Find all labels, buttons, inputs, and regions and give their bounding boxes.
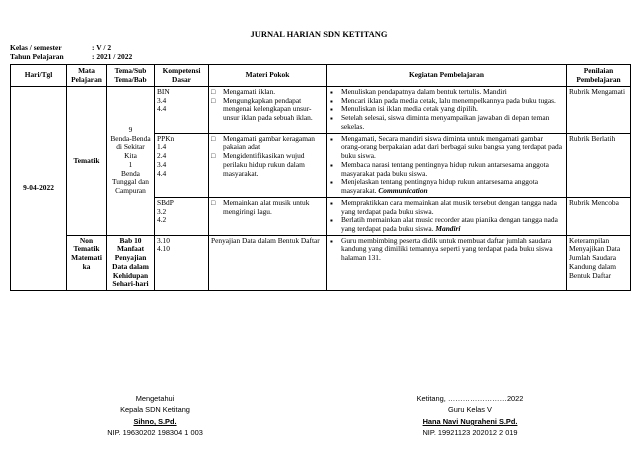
kegiatan-cell — [327, 133, 567, 197]
kegiatan-item: ▪ Menuliskan pendapatnya dalam bentuk tertulis. Mandiri — [329, 88, 564, 97]
sig-right-line1: Ketitang, ……………………2022 — [416, 394, 524, 403]
tema-line: Kita — [124, 151, 137, 161]
signature-left-name-block — [80, 417, 230, 437]
kegiatan-item: ▪ Guru membimbing peserta didik untuk membuat daftar jumlah saudara kandung yang dimiliki temannya seperti yang terdapat pada buku siswa halaman 131. — [329, 237, 564, 263]
signature-right-name-block — [385, 417, 555, 437]
kelas-label: Kelas / semester — [10, 43, 62, 52]
tema-line: 9 — [128, 124, 133, 134]
materi-item: □ Mengamati gambar keragaman pakaian adat — [211, 135, 324, 152]
tahun-value: : 2021 / 2022 — [92, 52, 133, 61]
tema-line: Tunggal dan — [112, 177, 149, 187]
tema-line: Bab 10 — [119, 235, 142, 245]
tema-line: Data dalam — [112, 261, 149, 271]
tema-line: Penyajian — [114, 253, 147, 263]
penilaian-cell: Rubrik Berlatih — [567, 133, 631, 197]
tema-line: Kehidupan — [112, 270, 149, 280]
kd-line: 3.2 — [157, 206, 167, 216]
subject-line: Non — [79, 235, 94, 245]
signature-left — [80, 394, 230, 414]
kegiatan-list — [329, 237, 564, 263]
kd-cell — [155, 133, 209, 197]
kd-line: 4.2 — [157, 215, 167, 225]
sig-left-line2: Kepala SDN Ketitang — [120, 405, 190, 414]
header-penilaian: Penilaian Pembelajaran — [567, 65, 631, 87]
materi-cell: Penyajian Data dalam Bentuk Daftar — [209, 235, 327, 290]
subject-line: ka — [82, 261, 91, 271]
sig-left-line1: Mengetahui — [135, 394, 175, 403]
kd-line: 3.10 — [157, 235, 170, 245]
nontematik-cell — [67, 235, 107, 290]
kegiatan-item: ▪ Setelah selesai, siswa diminta menyampaikan jawaban di depan teman sekelas. — [329, 114, 564, 131]
kegiatan-cell — [327, 87, 567, 134]
tahun-label: Tahun Pelajaran — [10, 52, 64, 61]
kegiatan-list — [329, 135, 564, 196]
kd-line: 1.4 — [157, 142, 167, 152]
tema-line: 1 — [128, 159, 133, 169]
kd-line: 4.4 — [157, 104, 167, 114]
kegiatan-item: ▪ Berlatih memainkan alat music recorder atau pianika dengan tangga nada yang terdapat pada buku siswa. Mandiri — [329, 216, 564, 233]
header-hari: Hari/Tgl — [11, 65, 67, 87]
header-mapel: Mata Pelajaran — [67, 65, 107, 87]
kelas-row — [10, 43, 111, 52]
tema-line: Benda-Benda — [110, 133, 151, 143]
materi-list — [211, 199, 324, 216]
materi-item: □ Mengungkapkan pendapat mengenai kelengkapan unsur-unsur iklan pada sebuah iklan. — [211, 97, 324, 123]
sig-right-nip: NIP. 19921123 202012 2 019 — [422, 428, 518, 437]
kegiatan-cell — [327, 197, 567, 235]
tema-cell — [107, 87, 155, 236]
emphasis-label: Communication — [378, 186, 428, 196]
materi-cell — [209, 87, 327, 134]
penilaian-cell: Rubrik Mengamati — [567, 87, 631, 134]
signature-right — [385, 394, 555, 414]
table-row-bin — [11, 87, 631, 134]
materi-list — [211, 88, 324, 123]
page-title: JURNAL HARIAN SDN KETITANG — [250, 29, 388, 39]
penilaian-cell: Keterampilan Menyajikan Data Jumlah Saudara Kandung dalam Bentuk Daftar — [567, 235, 631, 290]
tema-line: Campuran — [115, 186, 146, 196]
sig-right-line2: Guru Kelas V — [448, 405, 492, 414]
kegiatan-list — [329, 199, 564, 234]
sig-left-nip: NIP. 19630202 198304 1 003 — [107, 428, 203, 437]
tema-line: Sehari-hari — [112, 279, 149, 289]
header-kegiatan: Kegiatan Pembelajaran — [327, 65, 567, 87]
kd-line: BIN — [157, 87, 170, 96]
tematik-cell: Tematik — [67, 87, 107, 236]
kd-cell — [155, 235, 209, 290]
penilaian-cell: Rubrik Mencoba — [567, 197, 631, 235]
kd-line: SBdP — [157, 197, 174, 207]
header-materi: Materi Pokok — [209, 65, 327, 87]
materi-item: □ Mengamati iklan. — [211, 88, 324, 97]
tema-line: Manfaat — [116, 244, 145, 254]
tahun-row — [10, 52, 132, 61]
kegiatan-item: ▪ Menjelaskan tentang pentingnya hidup rukun antarsesama anggota masyarakat. Communication — [329, 178, 564, 195]
kelas-value: : V / 2 — [92, 43, 112, 52]
kd-line: 2.4 — [157, 151, 167, 161]
date-cell: 9-04-2022 — [11, 87, 67, 291]
materi-cell — [209, 197, 327, 235]
sig-right-name: Hana Navi Nugraheni S.Pd. — [422, 417, 518, 426]
tema-line: di Sekitar — [116, 142, 145, 152]
emphasis-label: Mandiri — [435, 224, 461, 234]
header-tema: Tema/Sub Tema/Bab — [107, 65, 155, 87]
kegiatan-item: ▪ Mempraktikkan cara memainkan alat musik tersebut dengan tangga nada yang terdapat pada buku siswa. — [329, 199, 564, 216]
kegiatan-item: ▪ Mencari iklan pada media cetak, lalu menempelkannya pada buku tugas. — [329, 97, 564, 106]
kd-line: PPKn — [157, 133, 175, 143]
header-kd: Kompetensi Dasar — [155, 65, 209, 87]
kd-cell — [155, 197, 209, 235]
kegiatan-item: ▪ Mengamati, Secara mandiri siswa diminta untuk mengamati gambar orang-orang berpakaian adat dari berbagai suku bangsa yang terdapat pada buku siswa. — [329, 135, 564, 161]
kd-line: 4.10 — [157, 244, 170, 254]
journal-table — [10, 64, 631, 291]
kd-line: 3.4 — [157, 159, 167, 169]
kegiatan-list — [329, 88, 564, 132]
kd-line: 4.4 — [157, 168, 167, 178]
sig-left-name: Sihno, S.Pd. — [133, 417, 177, 426]
kegiatan-cell — [327, 235, 567, 290]
kegiatan-item: ▪ Membaca narasi tentang pentingnya hidup rukun antarsesama anggota masyarakat pada buku siswa. — [329, 161, 564, 178]
materi-cell — [209, 133, 327, 197]
subject-line: Matemati — [71, 253, 102, 263]
materi-list — [211, 135, 324, 179]
tema-line: Benda — [121, 168, 140, 178]
kd-cell — [155, 87, 209, 134]
kd-line: 3.4 — [157, 95, 167, 105]
kegiatan-item: ▪ Menuliskan isi iklan media cetak yang dipilih. — [329, 105, 564, 114]
subject-line: Tematik — [73, 244, 100, 254]
table-row-nontematik — [11, 235, 631, 290]
tema-cell — [107, 235, 155, 290]
materi-item: □ Memainkan alat musik untuk mengiringi lagu. — [211, 199, 324, 216]
materi-item: □ Mengidentifikasikan wujud perilaku hidup rukun dalam masyarakat. — [211, 152, 324, 178]
